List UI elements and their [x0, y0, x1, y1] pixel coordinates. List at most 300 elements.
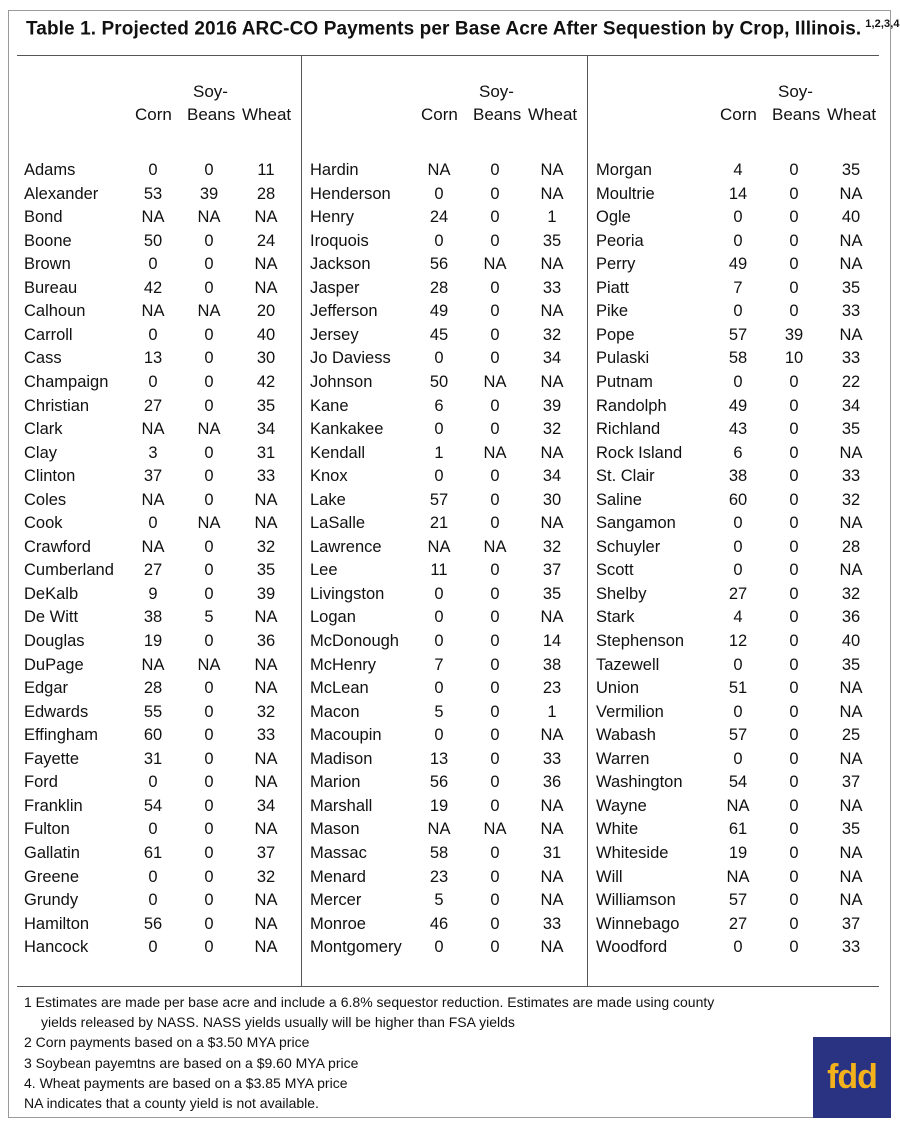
county-name: Stephenson: [596, 632, 685, 650]
corn-value: 27: [143, 561, 163, 580]
corn-value: 49: [728, 396, 748, 415]
table-row: [310, 208, 586, 232]
table-row: [24, 844, 300, 868]
table-row: [596, 349, 876, 373]
table-row: [310, 491, 586, 515]
soybean-value: 0: [789, 820, 799, 839]
soybean-value: 0: [490, 796, 500, 815]
wheat-value: NA: [254, 679, 278, 698]
soybean-value: 0: [789, 843, 799, 862]
table-row: [24, 420, 300, 444]
county-name: Warren: [596, 749, 650, 768]
county-name: Lee: [310, 561, 338, 580]
table-row: [596, 844, 876, 868]
corn-value: 0: [434, 349, 444, 368]
corn-value: 0: [434, 584, 444, 603]
county-name: Bond: [24, 208, 63, 227]
wheat-value: 39: [542, 396, 562, 415]
soybean-value: 0: [490, 467, 500, 486]
corn-value: 46: [429, 914, 449, 933]
table-title: [26, 18, 900, 40]
county-name: Champaign: [24, 372, 109, 391]
header-corn: Corn: [720, 105, 757, 124]
county-name: Christian: [24, 396, 90, 415]
table-row: [24, 703, 300, 727]
soybean-value: 0: [789, 796, 799, 815]
wheat-value: 40: [841, 632, 861, 650]
wheat-value: NA: [839, 679, 863, 698]
county-name: Lawrence: [310, 537, 382, 556]
county-name: Carroll: [24, 325, 73, 344]
corn-value: 0: [148, 938, 158, 957]
wheat-value: 32: [542, 325, 562, 344]
corn-value: NA: [141, 655, 165, 674]
header-wheat: Wheat: [528, 105, 578, 124]
footnotes: [24, 992, 714, 1113]
corn-value: 23: [429, 867, 449, 886]
table-row: [310, 232, 586, 256]
soybean-value: 0: [789, 655, 799, 674]
county-name: Cass: [24, 349, 62, 368]
county-name: Johnson: [310, 372, 373, 391]
soybean-value: 5: [204, 608, 214, 627]
wheat-value: 33: [841, 467, 861, 486]
county-name: Saline: [596, 490, 642, 509]
county-name: Marshall: [310, 796, 373, 815]
table-row: [310, 585, 586, 609]
county-name: Ford: [24, 773, 58, 792]
soybean-value: 0: [204, 867, 214, 886]
county-name: Adams: [24, 161, 76, 179]
wheat-value: 32: [542, 537, 562, 556]
table-row: [596, 868, 876, 892]
soybean-value: 0: [204, 773, 214, 792]
county-name: Madison: [310, 749, 373, 768]
corn-value: 49: [728, 255, 748, 274]
county-name: Stark: [596, 608, 635, 627]
wheat-value: 33: [542, 914, 562, 933]
wheat-value: 35: [841, 278, 861, 297]
county-name: Whiteside: [596, 843, 669, 862]
soybean-value: 0: [490, 749, 500, 768]
table-row: [596, 279, 876, 303]
wheat-value: 24: [256, 231, 276, 250]
corn-value: 37: [143, 467, 163, 486]
wheat-value: NA: [254, 608, 278, 627]
soybean-value: 0: [204, 726, 214, 745]
soybean-value: 0: [204, 584, 214, 603]
soybean-value: 0: [204, 561, 214, 580]
soybean-value: 0: [490, 773, 500, 792]
county-name: Peoria: [596, 231, 644, 250]
corn-value: 0: [733, 372, 743, 391]
wheat-value: NA: [254, 208, 278, 227]
county-name: Wabash: [596, 726, 656, 745]
soybean-value: 0: [490, 938, 500, 957]
county-name: Jasper: [310, 278, 360, 297]
county-name: Mercer: [310, 891, 362, 910]
soybean-value: NA: [197, 655, 221, 674]
table-row: [596, 679, 876, 703]
county-name: Sangamon: [596, 514, 676, 533]
table-row: [24, 561, 300, 585]
county-name: Greene: [24, 867, 80, 886]
county-name: Coles: [24, 490, 67, 509]
county-name: McHenry: [310, 655, 377, 674]
county-name: Fayette: [24, 749, 80, 768]
wheat-value: 36: [841, 608, 861, 627]
county-name: Shelby: [596, 584, 647, 603]
wheat-value: 1: [547, 208, 557, 227]
corn-value: 19: [728, 843, 748, 862]
corn-value: 14: [728, 184, 748, 203]
corn-value: 58: [429, 843, 449, 862]
table-row: [24, 161, 300, 185]
corn-value: 57: [728, 325, 748, 344]
county-name: Putnam: [596, 372, 653, 391]
table-row: [596, 773, 876, 797]
county-name: Pope: [596, 325, 635, 344]
county-name: St. Clair: [596, 467, 655, 486]
county-name: Washington: [596, 773, 683, 792]
table-row: [24, 868, 300, 892]
county-name: Livingston: [310, 584, 385, 603]
soybean-value: 0: [789, 891, 799, 910]
soybean-value: 0: [789, 231, 799, 250]
wheat-value: NA: [839, 561, 863, 580]
bottom-rule: [17, 986, 879, 987]
county-name: Hardin: [310, 161, 359, 179]
table-row: [310, 797, 586, 821]
wheat-value: 35: [841, 420, 861, 439]
corn-value: 0: [434, 231, 444, 250]
table-row: [24, 915, 300, 939]
table-row: [24, 397, 300, 421]
soybean-value: 0: [204, 325, 214, 344]
corn-value: 0: [148, 255, 158, 274]
county-name: Logan: [310, 608, 356, 627]
wheat-value: NA: [839, 891, 863, 910]
corn-value: 50: [429, 372, 449, 391]
wheat-value: 33: [841, 302, 861, 321]
wheat-value: 34: [542, 349, 562, 368]
corn-value: 5: [434, 891, 444, 910]
soybean-value: 0: [789, 749, 799, 768]
county-name: Cumberland: [24, 561, 114, 580]
table-row: [24, 891, 300, 915]
soybean-value: 0: [490, 302, 500, 321]
county-name: Bureau: [24, 278, 78, 297]
corn-value: 0: [733, 938, 743, 957]
county-name: McDonough: [310, 632, 399, 650]
county-name: Hancock: [24, 938, 89, 957]
wheat-value: 35: [841, 161, 861, 179]
soybean-value: 0: [490, 679, 500, 698]
corn-value: NA: [141, 420, 165, 439]
county-name: Marion: [310, 773, 361, 792]
table-row: [24, 232, 300, 256]
corn-value: 0: [733, 537, 743, 556]
corn-value: 0: [733, 514, 743, 533]
table-row: [24, 538, 300, 562]
soybean-value: 0: [789, 632, 799, 650]
corn-value: 0: [148, 867, 158, 886]
wheat-value: 40: [256, 325, 276, 344]
footnote-1-continued: yields released by NASS. NASS yields usually will be higher than FSA yields: [41, 1014, 515, 1031]
soybean-value: 0: [490, 726, 500, 745]
corn-value: 58: [728, 349, 748, 368]
corn-value: 0: [733, 655, 743, 674]
wheat-value: NA: [540, 302, 564, 321]
corn-value: 38: [143, 608, 163, 627]
corn-value: 7: [434, 655, 444, 674]
wheat-value: 35: [841, 655, 861, 674]
table-row: [596, 232, 876, 256]
header-soy-line1: Soy-: [193, 82, 228, 101]
table-row: [596, 797, 876, 821]
corn-value: 1: [434, 443, 444, 462]
wheat-value: 31: [542, 843, 562, 862]
county-name: Jackson: [310, 255, 371, 274]
soybean-value: 0: [204, 749, 214, 768]
header-soy-line1: Soy-: [778, 82, 813, 101]
footnote-3: 3 Soybean payemtns are based on a $9.60 MYA price: [24, 1054, 359, 1071]
county-name: Union: [596, 679, 640, 698]
county-name: Richland: [596, 420, 661, 439]
table-row: [24, 349, 300, 373]
soybean-value: 0: [490, 208, 500, 227]
corn-value: 3: [148, 443, 158, 462]
wheat-value: NA: [839, 231, 863, 250]
table-row: [310, 632, 586, 656]
table-row: [596, 185, 876, 209]
soybean-value: 0: [789, 914, 799, 933]
table-row: [310, 349, 586, 373]
county-name: De Witt: [24, 608, 79, 627]
wheat-value: 1: [547, 702, 557, 721]
corn-value: NA: [726, 867, 750, 886]
wheat-value: 36: [256, 632, 276, 650]
corn-value: 13: [143, 349, 163, 368]
county-name: Schuyler: [596, 537, 661, 556]
wheat-value: NA: [254, 938, 278, 957]
wheat-value: 28: [256, 184, 276, 203]
soybean-value: 0: [204, 396, 214, 415]
county-name: Lake: [310, 490, 346, 509]
corn-value: 7: [733, 278, 743, 297]
wheat-value: 25: [841, 726, 861, 745]
corn-value: 31: [143, 749, 163, 768]
wheat-value: 33: [841, 349, 861, 368]
wheat-value: NA: [839, 184, 863, 203]
county-name: Wayne: [596, 796, 647, 815]
wheat-value: 35: [256, 396, 276, 415]
wheat-value: 30: [256, 349, 276, 368]
corn-value: 9: [148, 584, 158, 603]
soybean-value: 0: [789, 702, 799, 721]
county-name: Tazewell: [596, 655, 660, 674]
soybean-value: 0: [204, 820, 214, 839]
wheat-value: 14: [542, 632, 562, 650]
corn-value: 60: [728, 490, 748, 509]
wheat-value: 33: [841, 938, 861, 957]
corn-value: 51: [728, 679, 748, 698]
table-row: [310, 467, 586, 491]
wheat-value: 35: [542, 231, 562, 250]
table-row: [596, 891, 876, 915]
corn-value: 50: [143, 231, 163, 250]
wheat-value: NA: [839, 702, 863, 721]
wheat-value: NA: [839, 325, 863, 344]
table-row: [596, 444, 876, 468]
wheat-value: 33: [542, 749, 562, 768]
soybean-value: 0: [490, 867, 500, 886]
wheat-value: 32: [542, 420, 562, 439]
column-divider-1: [301, 56, 302, 986]
table-row: [24, 373, 300, 397]
table-row: [24, 185, 300, 209]
corn-value: 6: [733, 443, 743, 462]
wheat-value: 35: [256, 561, 276, 580]
table-row: [596, 420, 876, 444]
wheat-value: NA: [540, 608, 564, 627]
corn-value: 0: [148, 773, 158, 792]
header-soy-line2: Beans: [473, 105, 522, 124]
table-row: [310, 820, 586, 844]
county-name: Vermilion: [596, 702, 664, 721]
wheat-value: 32: [841, 490, 861, 509]
soybean-value: 0: [204, 914, 214, 933]
table-row: [24, 820, 300, 844]
wheat-value: 35: [841, 820, 861, 839]
wheat-value: 35: [542, 584, 562, 603]
county-name: Kendall: [310, 443, 366, 462]
wheat-value: NA: [540, 372, 564, 391]
wheat-value: NA: [839, 843, 863, 862]
soybean-value: 0: [490, 396, 500, 415]
table-row: [310, 726, 586, 750]
county-name: Grundy: [24, 891, 79, 910]
table-row: [310, 679, 586, 703]
county-name: Perry: [596, 255, 636, 274]
wheat-value: NA: [540, 161, 564, 179]
wheat-value: NA: [839, 514, 863, 533]
wheat-value: 37: [841, 914, 861, 933]
table-row: [24, 585, 300, 609]
table-row: [24, 255, 300, 279]
table-row: [596, 915, 876, 939]
table-row: [596, 397, 876, 421]
table-row: [310, 915, 586, 939]
soybean-value: 0: [204, 632, 214, 650]
corn-value: NA: [141, 537, 165, 556]
county-name: Kane: [310, 396, 349, 415]
wheat-value: NA: [254, 255, 278, 274]
table-row: [310, 844, 586, 868]
table-row: [310, 608, 586, 632]
wheat-value: 33: [256, 467, 276, 486]
corn-value: 54: [143, 796, 163, 815]
table-row: [24, 302, 300, 326]
soybean-value: 0: [789, 208, 799, 227]
table-row: [596, 161, 876, 185]
table-row: [24, 326, 300, 350]
wheat-value: 33: [542, 278, 562, 297]
county-name: Effingham: [24, 726, 98, 745]
soybean-value: 0: [204, 679, 214, 698]
header-soy-line1: Soy-: [479, 82, 514, 101]
corn-value: 19: [143, 632, 163, 650]
table-row: [310, 161, 586, 185]
corn-value: 38: [728, 467, 748, 486]
corn-value: 0: [148, 514, 158, 533]
soybean-value: 0: [204, 891, 214, 910]
footnote-4: 4. Wheat payments are based on a $3.85 MYA price: [24, 1074, 348, 1091]
corn-value: 45: [429, 325, 449, 344]
table-row: [596, 726, 876, 750]
corn-value: NA: [427, 161, 451, 179]
header-wheat: Wheat: [242, 105, 292, 124]
corn-value: 28: [143, 679, 163, 698]
wheat-value: NA: [839, 749, 863, 768]
wheat-value: 28: [841, 537, 861, 556]
wheat-value: NA: [540, 867, 564, 886]
county-name: Gallatin: [24, 843, 80, 862]
corn-value: 0: [434, 679, 444, 698]
column-divider-2: [587, 56, 588, 986]
soybean-value: 0: [789, 184, 799, 203]
table-row: [310, 868, 586, 892]
table-row: [24, 208, 300, 232]
county-name: Clark: [24, 420, 63, 439]
soybean-value: 39: [784, 325, 804, 344]
logo-text: fdd: [827, 1058, 877, 1096]
soybean-value: 0: [204, 161, 214, 179]
soybean-value: 0: [204, 443, 214, 462]
table-row: [310, 185, 586, 209]
corn-value: 11: [430, 561, 448, 580]
soybean-value: 0: [490, 891, 500, 910]
county-name: Massac: [310, 843, 367, 862]
wheat-value: NA: [254, 914, 278, 933]
table-row: [24, 726, 300, 750]
soybean-value: 0: [789, 679, 799, 698]
corn-value: 13: [429, 749, 449, 768]
county-name: Douglas: [24, 632, 85, 650]
corn-value: 56: [143, 914, 163, 933]
county-name: Fulton: [24, 820, 70, 839]
footnote-1: 1 Estimates are made per base acre and include a 6.8% sequestor reduction. Estimates are made using county: [24, 994, 715, 1010]
table-row: [310, 514, 586, 538]
table-row: [596, 632, 876, 656]
soybean-value: 0: [490, 161, 500, 179]
corn-value: 49: [429, 302, 449, 321]
corn-value: 0: [434, 420, 444, 439]
table-row: [596, 538, 876, 562]
wheat-value: 32: [841, 584, 861, 603]
soybean-value: 0: [204, 372, 214, 391]
soybean-value: 10: [784, 349, 804, 368]
soybean-value: NA: [483, 372, 507, 391]
soybean-value: 0: [204, 938, 214, 957]
table-row: [310, 773, 586, 797]
soybean-value: 0: [204, 467, 214, 486]
soybean-value: 0: [490, 325, 500, 344]
county-name: Jo Daviess: [310, 349, 391, 368]
county-name: Crawford: [24, 537, 91, 556]
corn-value: 0: [733, 561, 743, 580]
county-name: Morgan: [596, 161, 652, 179]
